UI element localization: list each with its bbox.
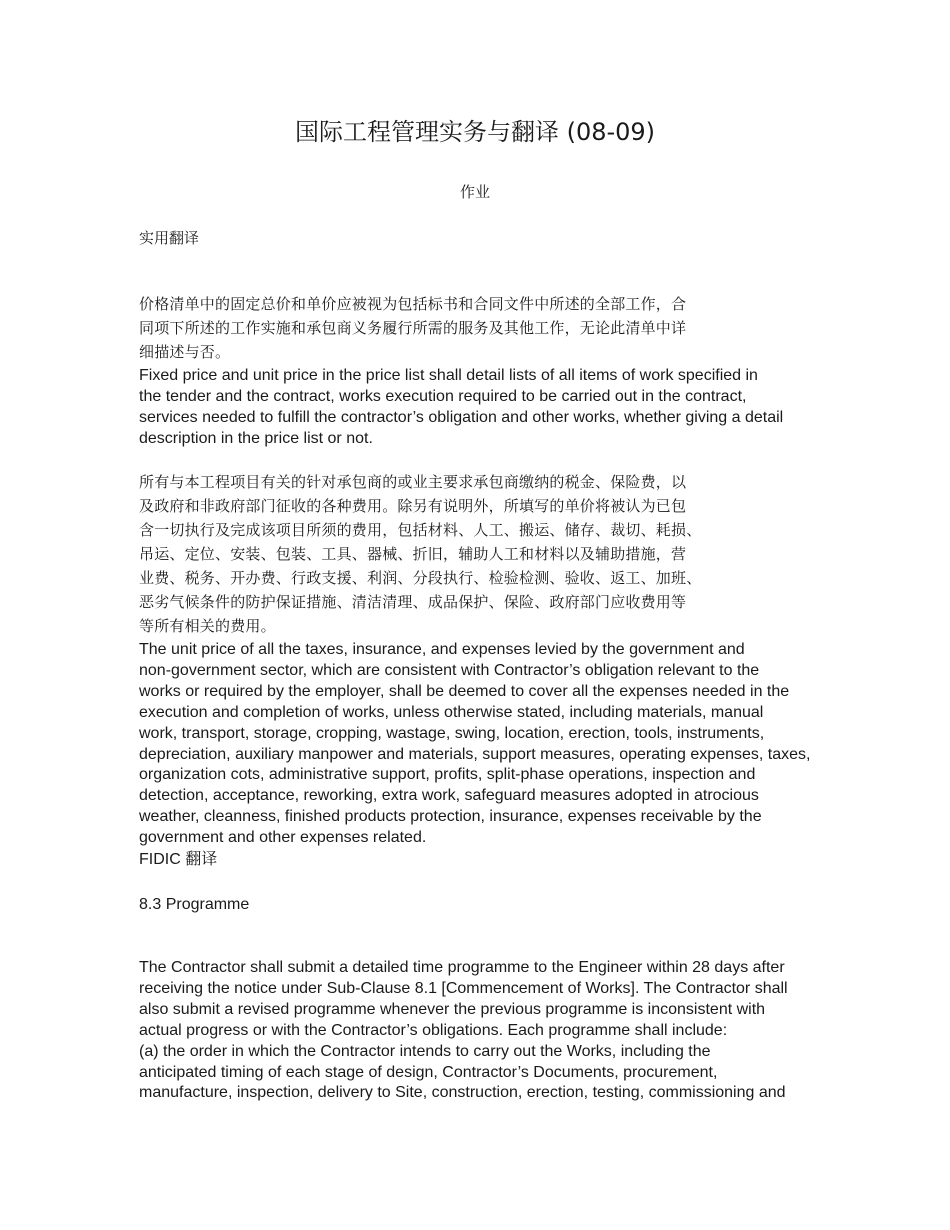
text-line: 同项下所述的工作实施和承包商义务履行所需的服务及其他工作，无论此清单中详: [139, 319, 687, 337]
paragraph-3-english: [139, 958, 879, 1104]
text-line: actual progress or with the Contractor’s obligations. Each programme shall include:: [139, 1021, 728, 1039]
text-line: non-government sector, which are consistent with Contractor’s obligation relevant to the: [139, 661, 760, 679]
paragraph-1-english: [139, 366, 879, 450]
text-line: 等所有相关的费用。: [139, 617, 276, 635]
text-line: (a) the order in which the Contractor intends to carry out the Works, including the: [139, 1042, 711, 1060]
text-line: 价格清单中的固定总价和单价应被视为包括标书和合同文件中所述的全部工作，合: [139, 295, 687, 313]
clause-heading: [139, 895, 879, 916]
text-line: services needed to fulfill the contractor’s obligation and other works, whether giving a detail: [139, 408, 784, 426]
text-line: description in the price list or not.: [139, 429, 373, 447]
text-line: 含一切执行及完成该项目所须的费用，包括材料、人工、搬运、储存、裁切、耗损、: [139, 521, 702, 539]
text-line: 业费、税务、开办费、行政支援、利润、分段执行、检验检测、验收、返工、加班、: [139, 569, 702, 587]
text-line: work, transport, storage, cropping, wastage, swing, location, erection, tools, instruments,: [139, 724, 765, 742]
text-line: government and other expenses related.: [139, 829, 427, 847]
text-line: works or required by the employer, shall be deemed to cover all the expenses needed in the: [139, 682, 790, 700]
text-line: receiving the notice under Sub-Clause 8.1 [Commencement of Works]. The Contractor shall: [139, 979, 788, 997]
text-line: detection, acceptance, reworking, extra work, safeguard measures adopted in atrocious: [139, 787, 759, 805]
text-line: manufacture, inspection, delivery to Site, construction, erection, testing, commissioning and: [139, 1084, 786, 1102]
text-line: The unit price of all the taxes, insurance, and expenses levied by the government and: [139, 641, 745, 658]
text-line: FIDIC 翻译: [139, 851, 218, 868]
text-line: 细描述与否。: [139, 343, 231, 361]
text-line: execution and completion of works, unless otherwise stated, including materials, manual: [139, 703, 764, 721]
paragraph-2-chinese: [139, 470, 879, 638]
text-line: also submit a revised programme whenever the previous programme is inconsistent with: [139, 1000, 766, 1018]
section-heading-practical-translation: 实用翻译: [139, 229, 200, 247]
text-line: organization cots, administrative support, profits, split-phase operations, inspection and: [139, 766, 756, 784]
text-line: 及政府和非政府部门征收的各种费用。除另有说明外，所填写的单价将被认为已包: [139, 497, 687, 515]
text-line: anticipated timing of each stage of design, Contractor’s Documents, procurement,: [139, 1063, 718, 1081]
text-line: weather, cleanness, finished products protection, insurance, expenses receivable by the: [139, 808, 762, 826]
document-subtitle: 作业: [459, 183, 490, 201]
document-title: 国际工程管理实务与翻译 (08-09): [294, 118, 656, 146]
paragraph-1-chinese: [139, 292, 879, 364]
text-line: Fixed price and unit price in the price list shall detail lists of all items of work specified in: [139, 367, 758, 384]
text-line: 吊运、定位、安装、包装、工具、器械、折旧，辅助人工和材料以及辅助措施，营: [139, 545, 687, 563]
text-line: 8.3 Programme: [139, 896, 250, 913]
section-heading-fidic-translation: [139, 850, 879, 871]
text-line: 所有与本工程项目有关的针对承包商的或业主要求承包商缴纳的税金、保险费，以: [139, 473, 687, 491]
paragraph-2-english: [139, 640, 879, 849]
text-line: 恶劣气候条件的防护保证措施、清洁清理、成品保护、保险、政府部门应收费用等: [139, 593, 687, 611]
text-line: the tender and the contract, works execution required to be carried out in the contract,: [139, 387, 747, 405]
text-line: depreciation, auxiliary manpower and materials, support measures, operating expenses, taxes,: [139, 745, 811, 763]
text-line: The Contractor shall submit a detailed time programme to the Engineer within 28 days after: [139, 959, 785, 976]
